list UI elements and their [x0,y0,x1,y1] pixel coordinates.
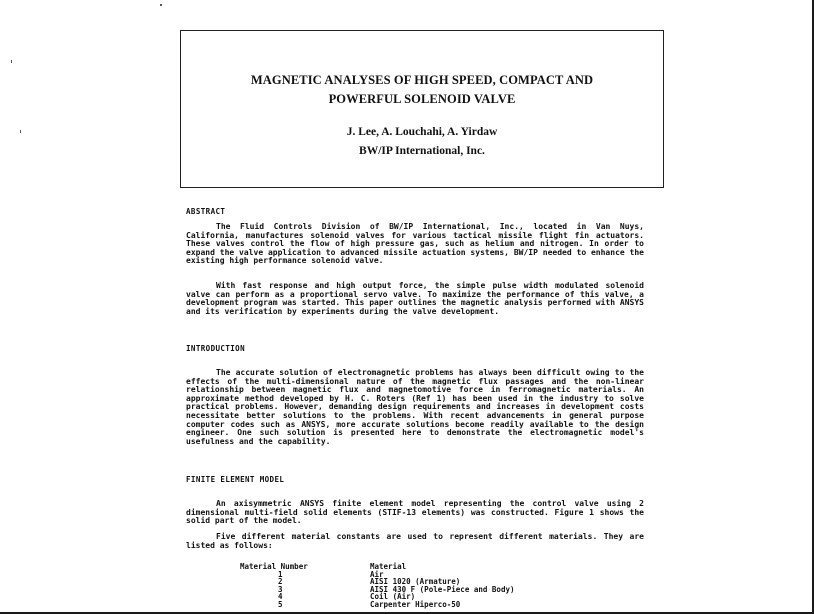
material-name: AISI 430 F (Pole-Piece and Body) [370,584,515,594]
title-box [180,30,664,188]
material-number: 4 [278,592,283,602]
paper-title-line-1: MAGNETIC ANALYSES OF HIGH SPEED, COMPACT AND [250,73,594,87]
material-name: Air [370,569,384,579]
material-name: Coil (Air) [370,592,416,602]
material-name: Carpenter Hiperco-50 [370,599,461,609]
material-number: 1 [278,569,283,579]
paper-title-line-2: POWERFUL SOLENOID VALVE [328,92,516,106]
scan-speck [160,4,162,6]
materials-table [240,563,515,609]
col-material-number: Material Number [240,562,308,571]
fem-paragraph-1: An axisymmetric ANSYS finite element model representing the control valve using 2 dimensional multi-field solid elements (STIF-13 elements) was constructed. Figure 1 shows the solid part of the model. [186,499,644,526]
fem-paragraph-2: Five different material constants are used to represent different materials. They are listed as follows: [186,532,644,550]
material-name: AISI 1020 (Armature) [370,577,461,587]
abstract-paragraph-2: With fast response and high output force, the simple pulse width modulated solenoid valve can perform as a proportional servo valve. To maximize the performance of this valve, a development program was started. This paper outlines the magnetic analysis performed with ANSYS and its verification by experiments during the valve development. [186,281,644,316]
introduction-paragraph-1: The accurate solution of electromagnetic problems has always been difficult owing to the effects of the multi-dimensional nature of the magnetic flux passages and the non-linear relationship between magnetic flux and magnetomotive force in ferromagnetic materials. An approximate method developed by H. C. Roters (Ref 1) has been used in the industry to solve practical problems. However, demanding design requirements and increases in development costs necessitate better solutions to the problems. With recent advancements in general purpose computer codes such as ANSYS, more accurate solutions become readily available to the design engineer. One such solution is presented here to demonstrate the electromagnetic model's usefulness and the capability. [186,368,644,446]
material-number: 2 [278,577,283,587]
material-number: 3 [278,584,283,594]
scan-speck [11,60,12,63]
scan-speck [20,130,21,133]
paper-affiliation: BW/IP International, Inc. [359,145,485,157]
fem-heading: FINITE ELEMENT MODEL [186,475,285,484]
table-row [240,601,515,609]
paper-authors: J. Lee, A. Louchahi, A. Yirdaw [346,126,498,138]
introduction-heading: INTRODUCTION [186,344,245,353]
abstract-heading: ABSTRACT [186,207,226,216]
material-number: 5 [278,599,283,609]
col-material: Material [370,562,407,571]
abstract-paragraph-1: The Fluid Controls Division of BW/IP International, Inc., located in Van Nuys, California, manufactures solenoid valves for various tactical missile flight fin actuators. These valves control the flow of high pressure gas, such as helium and nitrogen. In order to expand the valve application to advanced missile actuation systems, BW/IP needed to enhance the existing high performance solenoid valve. [186,222,644,266]
